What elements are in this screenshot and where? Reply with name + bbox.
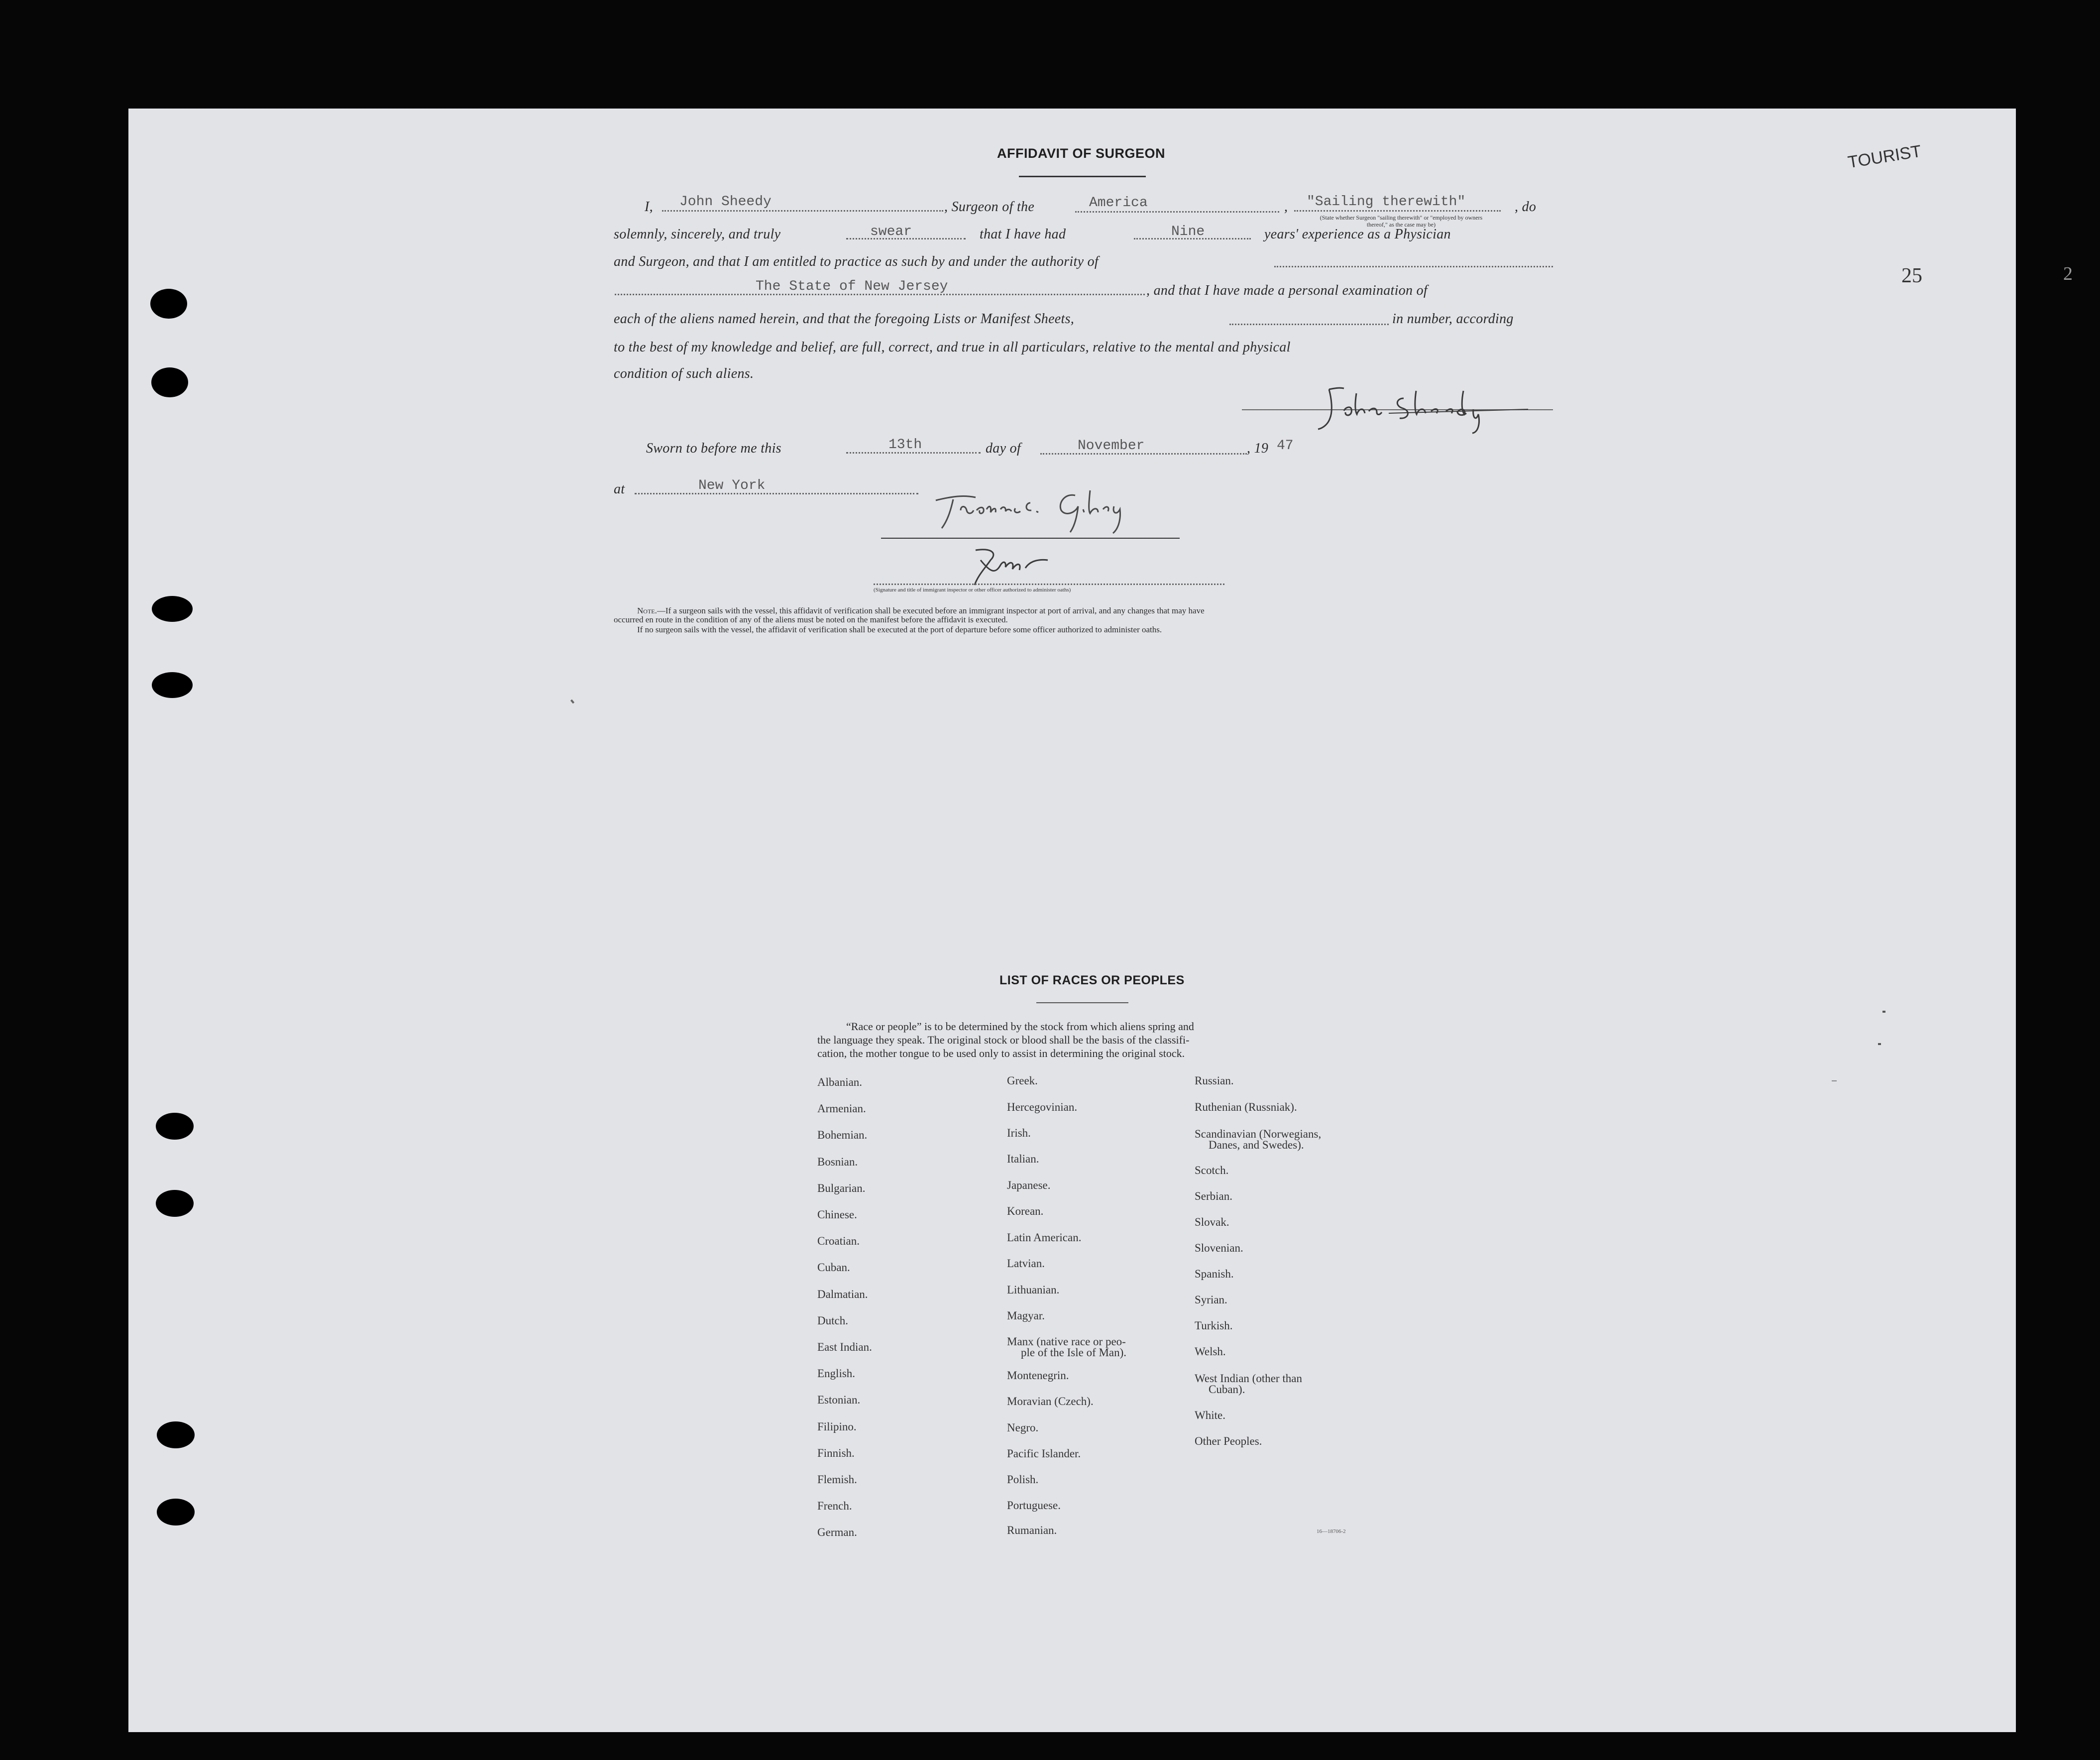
officer-signature — [926, 480, 1175, 540]
oath-word: swear — [870, 224, 912, 239]
surgeon-status: "Sailing therewith" — [1307, 194, 1466, 210]
line5-end: in number, according — [1392, 311, 1514, 327]
race-item: English. — [817, 1367, 856, 1380]
race-item: Korean. — [1007, 1205, 1044, 1217]
title-rule — [1019, 176, 1146, 177]
line1-do: , do — [1515, 199, 1537, 215]
race-item: Spanish. — [1195, 1268, 1234, 1280]
race-item: West Indian (other than — [1195, 1372, 1302, 1385]
line6: to the best of my knowledge and belief, are full, correct, and true in all particulars, relative to the mental and physical — [614, 340, 1291, 355]
race-item: Bohemian. — [817, 1129, 868, 1141]
line4-end: , and that I have made a personal examination of — [1146, 283, 1428, 298]
line1-surgeon-of: , Surgeon of the — [944, 199, 1035, 215]
line5-start: each of the aliens named herein, and that the foregoing Lists or Manifest Sheets, — [614, 311, 1075, 327]
punch-hole — [150, 289, 187, 319]
race-item: Greek. — [1007, 1074, 1038, 1087]
status-line — [1294, 210, 1501, 212]
race-item: German. — [817, 1526, 857, 1538]
race-item: Portuguese. — [1007, 1499, 1061, 1512]
race-item: Estonian. — [817, 1394, 861, 1406]
race-item: Rumanian. — [1007, 1524, 1057, 1536]
years-line — [1134, 238, 1251, 239]
at-place: New York — [698, 478, 766, 493]
race-item: Scandinavian (Norwegians, — [1195, 1128, 1322, 1140]
race-item: Montenegrin. — [1007, 1369, 1069, 1382]
race-item: Croatian. — [817, 1235, 860, 1247]
race-item: Ruthenian (Russniak). — [1195, 1101, 1297, 1113]
race-item: Bulgarian. — [817, 1182, 866, 1194]
race-item: Serbian. — [1195, 1190, 1233, 1202]
race-item: Danes, and Swedes). — [1209, 1139, 1304, 1151]
line7: condition of such aliens. — [614, 366, 754, 381]
line1-comma: , — [1284, 199, 1288, 215]
punch-hole — [156, 1113, 194, 1140]
status-note: (State whether Surgeon "sailing therewith" or "employed by owners thereof," as the case may be) — [1320, 214, 1483, 228]
race-item: Russian. — [1195, 1074, 1234, 1087]
note-text-1: —If a surgeon sails with the vessel, this affidavit of verification shall be executed before an immigrant inspector at port of arrival, and any changes that may have — [657, 606, 1205, 615]
race-item: Slovenian. — [1195, 1242, 1243, 1254]
sworn-day-of: day of — [986, 441, 1021, 456]
line1-i: I, — [645, 199, 653, 215]
race-item: Flemish. — [817, 1473, 857, 1486]
races-intro-2: the language they speak. The original stock or blood shall be the basis of the classifi- — [817, 1034, 1190, 1046]
race-item: Latvian. — [1007, 1257, 1045, 1270]
line3-blank — [1274, 266, 1553, 267]
races-intro-1: “Race or people” is to be determined by the stock from which aliens spring and — [846, 1020, 1194, 1033]
sworn-start: Sworn to before me this — [646, 441, 781, 456]
race-item: Chinese. — [817, 1208, 857, 1221]
race-item: Other Peoples. — [1195, 1435, 1262, 1447]
races-title-rule — [1036, 1002, 1128, 1003]
races-intro-3: cation, the mother tongue to be used only to assist in determining the original stock. — [817, 1047, 1185, 1059]
race-item: Welsh. — [1195, 1345, 1226, 1358]
race-item: Albanian. — [817, 1076, 863, 1088]
punch-hole — [157, 1499, 195, 1525]
line3: and Surgeon, and that I am entitled to practice as such by and under the authority of — [614, 254, 1099, 269]
race-item: Pacific Islander. — [1007, 1447, 1081, 1460]
race-item: Filipino. — [817, 1420, 857, 1433]
sworn-day: 13th — [888, 437, 922, 453]
race-item: Polish. — [1007, 1473, 1039, 1486]
surgeon-signature — [1309, 383, 1538, 438]
race-item: Hercegovinian. — [1007, 1101, 1078, 1113]
speck — [1832, 1080, 1837, 1081]
race-item: ple of the Isle of Man). — [1021, 1346, 1127, 1359]
race-item: Lithuanian. — [1007, 1284, 1060, 1296]
signature-caption: (Signature and title of immigrant inspector or other officer authorized to administer oaths) — [874, 587, 1071, 593]
race-item: Slovak. — [1195, 1216, 1229, 1228]
races-title: LIST OF RACES OR PEOPLES — [999, 973, 1185, 987]
tourist-text: TOURIST — [1846, 141, 1923, 172]
surgeon-name-line — [662, 210, 943, 212]
race-item: Armenian. — [817, 1102, 866, 1115]
race-item: Dalmatian. — [817, 1288, 868, 1300]
sworn-day-line — [846, 452, 981, 454]
race-item: Japanese. — [1007, 1179, 1051, 1191]
race-item: Manx (native race or peo- — [1007, 1335, 1126, 1348]
race-item: Magyar. — [1007, 1309, 1045, 1322]
note-line-1 — [637, 606, 1205, 615]
years-experience: Nine — [1171, 224, 1205, 239]
note-line-2: occurred en route in the condition of any of the aliens must be noted on the manifest before the affidavit is executed. — [614, 615, 1008, 624]
edge-mark: 2 — [2063, 263, 2073, 284]
at-label: at — [614, 481, 625, 497]
race-item: Scotch. — [1195, 1164, 1229, 1176]
authority: The State of New Jersey — [756, 279, 948, 294]
page-number: 25 — [1901, 264, 1922, 287]
speck — [1882, 1011, 1885, 1013]
race-item: Bosnian. — [817, 1156, 858, 1168]
inspector-signature-line — [874, 584, 1224, 585]
race-item: East Indian. — [817, 1341, 872, 1353]
race-item: Italian. — [1007, 1153, 1039, 1165]
surgeon-name: John Sheedy — [679, 194, 772, 210]
punch-hole — [152, 672, 193, 698]
note-label: Note. — [637, 606, 657, 615]
officer-signature-line — [881, 538, 1180, 539]
race-item: Moravian (Czech). — [1007, 1395, 1094, 1408]
race-item: Turkish. — [1195, 1319, 1233, 1332]
punch-hole — [151, 367, 188, 397]
line2-start: solemnly, sincerely, and truly — [614, 227, 781, 242]
note-line-3: If no surgeon sails with the vessel, the affidavit of verification shall be executed at the port of departure before some officer authorized to administer oaths. — [637, 625, 1162, 634]
race-item: White. — [1195, 1409, 1225, 1421]
sworn-year-suffix: 47 — [1277, 438, 1294, 454]
line2-mid: that I have had — [980, 227, 1066, 242]
ship-line — [1075, 211, 1279, 213]
punch-hole — [152, 596, 193, 622]
race-item: Cuban). — [1209, 1383, 1245, 1396]
race-item: Latin American. — [1007, 1231, 1082, 1244]
race-item: Negro. — [1007, 1421, 1039, 1434]
race-item: French. — [817, 1500, 852, 1512]
punch-hole — [157, 1421, 195, 1448]
sheets-line — [1229, 324, 1389, 325]
race-item: Finnish. — [817, 1447, 855, 1459]
sworn-month-line — [1040, 453, 1247, 455]
sworn-year-prefix: , 19 — [1247, 441, 1269, 456]
line2-end: years' experience as a Physician — [1264, 227, 1451, 242]
race-item: Irish. — [1007, 1127, 1031, 1139]
race-item: Cuban. — [817, 1261, 850, 1274]
ship-name: America — [1089, 195, 1148, 211]
form-number: 16—18706-2 — [1317, 1528, 1346, 1534]
race-item: Dutch. — [817, 1314, 848, 1327]
affidavit-title: AFFIDAVIT OF SURGEON — [997, 146, 1165, 161]
speck — [1878, 1043, 1881, 1045]
oath-line — [846, 238, 966, 239]
race-item: Syrian. — [1195, 1293, 1227, 1306]
sworn-month: November — [1078, 438, 1145, 454]
punch-hole — [156, 1190, 194, 1217]
at-place-line — [635, 493, 918, 494]
